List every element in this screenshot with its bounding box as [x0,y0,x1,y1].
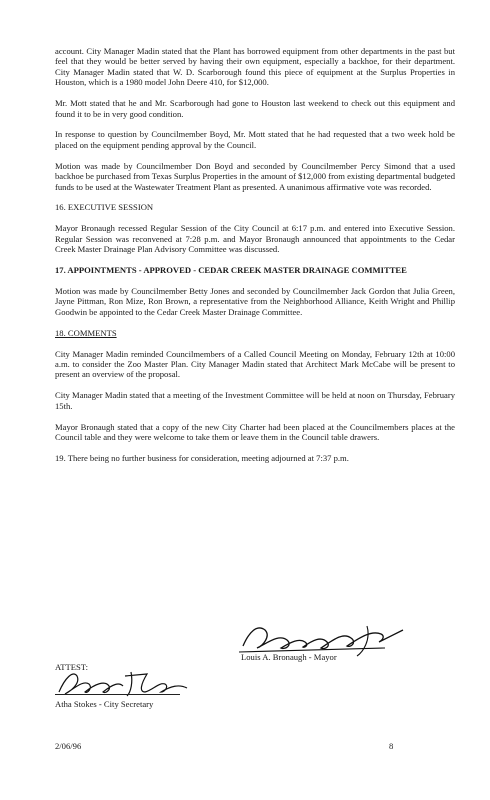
secretary-signature [55,662,195,702]
document-body [55,46,455,474]
secretary-name: Atha Stokes - City Secretary [55,699,154,709]
section-18-body-investment: City Manager Madin stated that a meeting of the Investment Committee will be held at noon on Thursday, February 15th. [55,390,455,411]
paragraph-backhoe-intro: account. City Manager Madin stated that the Plant has borrowed equipment from other departments in the past but feel that they would be better served by having their own equipment, especially a backhoe, for their department. City Manager Madin stated that W. D. Scarborough found this piece of equipment at the Surplus Properties in Houston, which is a 1980 model John Deere 410, for $12,000. [55,46,455,88]
page-number: 8 [389,741,394,751]
section-19-adjourn: 19. There being no further business for consideration, meeting adjourned at 7:37 p.m. [55,452,349,463]
mayor-name: Louis A. Bronaugh - Mayor [241,652,337,662]
section-17-heading: 17. APPOINTMENTS - APPROVED - CEDAR CREEK MASTER DRAINAGE COMMITTEE [55,265,407,276]
paragraph-backhoe-motion: Motion was made by Councilmember Don Boyd and seconded by Councilmember Percy Simond that a used backhoe be purchased from Texas Surplus Properties in the amount of $12,000 from existing departmental budgeted funds to be used at the Wastewater Treatment Plant as presented. A unanimous affirmative vote was recorded. [55,160,455,192]
signature-line [55,694,180,695]
section-16-body: Mayor Bronaugh recessed Regular Session of the City Council at 6:17 p.m. and entered into Executive Session. Regular Session was reconvened at 7:28 p.m. and Mayor Bronaugh announced that appointments to the Cedar Creek Master Drainage Plan Advisory Committee was discussed. [55,223,455,255]
paragraph-mott-inspection: Mr. Mott stated that he and Mr. Scarborough had gone to Houston last weekend to check out this equipment and found it to be in very good condition. [55,98,455,119]
attest-label: ATTEST: [55,662,88,672]
section-16-heading: 16. EXECUTIVE SESSION [55,202,154,213]
section-18-body-meeting: City Manager Madin reminded Councilmembers of a Called Council Meeting on Monday, February 12th at 10:00 a.m. to consider the Zoo Master Plan. City Manager Madin stated that Architect Mark McCabe will be present to present an overview of the proposal. [55,348,455,380]
section-18-body-charter: Mayor Bronaugh stated that a copy of the new City Charter had been placed at the Councilmembers places at the Council table and they were welcome to take them or leave them in the Council table drawers. [55,421,455,443]
paragraph-hold-request: In response to question by Councilmember Boyd, Mr. Mott stated that he had requested that a two week hold be placed on the equipment pending approval by the Council. [55,129,455,150]
section-17-body: Motion was made by Councilmember Betty Jones and seconded by Councilmember Jack Gordon that Julia Green, Jayne Pittman, Ron Mize, Ron Brown, a representative from the Neighborhood Alliance, Keith Wright and Phillip Goodwin be appointed to the Cedar Creek Master Drainage Committee. [55,286,455,317]
section-18-heading: 18. COMMENTS [55,327,117,338]
footer-date: 2/06/96 [55,741,82,751]
